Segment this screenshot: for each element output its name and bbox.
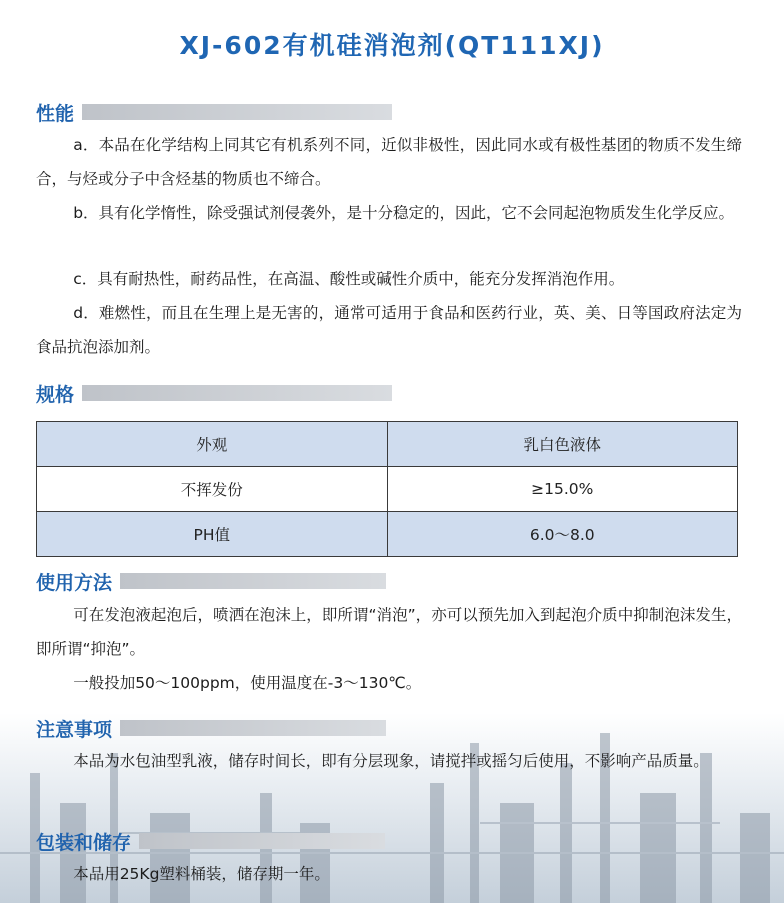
packaging-paragraph: 本品用25Kg塑料桶装，储存期一年。	[73, 865, 330, 883]
properties-paragraph-a: a．本品在化学结构上同其它有机系列不同，近似非极性，因此同水或有极性基团的物质不发生缔合，与烃或分子中含烃基的物质也不缔合。	[36, 136, 742, 188]
spec-value: 6.0～8.0	[387, 512, 738, 557]
spec-item: PH值	[37, 512, 388, 557]
spec-item: 外观	[37, 422, 388, 467]
table-row	[37, 467, 738, 512]
section-heading-packaging	[36, 829, 385, 853]
usage-paragraph-1: 可在发泡液起泡后，喷洒在泡沫上，即所谓“消泡”，亦可以预先加入到起泡介质中抑制泡沫发生，即所谓“抑泡”。	[36, 606, 742, 658]
table-row	[37, 422, 738, 467]
spec-value: 乳白色液体	[387, 422, 738, 467]
spec-table	[36, 421, 738, 557]
section-heading-label: 注意事项	[36, 718, 113, 741]
heading-decor-bar	[139, 833, 385, 849]
heading-decor-bar	[82, 104, 392, 120]
heading-decor-bar	[120, 573, 386, 589]
section-heading-specs	[36, 381, 392, 405]
heading-decor-bar	[82, 385, 392, 401]
section-heading-usage	[36, 569, 386, 593]
properties-paragraph-c: c．具有耐热性，耐药品性，在高温、酸性或碱性介质中，能充分发挥消泡作用。	[73, 270, 625, 288]
spec-value: ≥15.0%	[387, 467, 738, 512]
properties-paragraph-d: d．难燃性，而且在生理上是无害的，通常可适用于食品和医药行业，英、美、日等国政府法定为食品抗泡添加剂。	[36, 304, 742, 356]
section-heading-label: 使用方法	[36, 571, 113, 594]
spec-item: 不挥发份	[37, 467, 388, 512]
notes-paragraph: 本品为水包油型乳液，储存时间长，即有分层现象，请搅拌或摇匀后使用，不影响产品质量。	[73, 752, 709, 770]
usage-paragraph-2: 一般投加50～100ppm，使用温度在-3～130℃。	[73, 674, 422, 692]
page-title: XJ-602有机硅消泡剂(QT111XJ)	[179, 31, 605, 60]
properties-paragraph-b: b．具有化学惰性，除受强试剂侵袭外，是十分稳定的，因此，它不会同起泡物质发生化学反应。	[73, 204, 735, 222]
section-heading-label: 包装和储存	[36, 831, 132, 854]
table-row	[37, 512, 738, 557]
section-heading-label: 性能	[36, 102, 75, 125]
section-heading-properties	[36, 100, 392, 124]
heading-decor-bar	[120, 720, 386, 736]
section-heading-notes	[36, 716, 386, 740]
section-heading-label: 规格	[36, 383, 75, 406]
